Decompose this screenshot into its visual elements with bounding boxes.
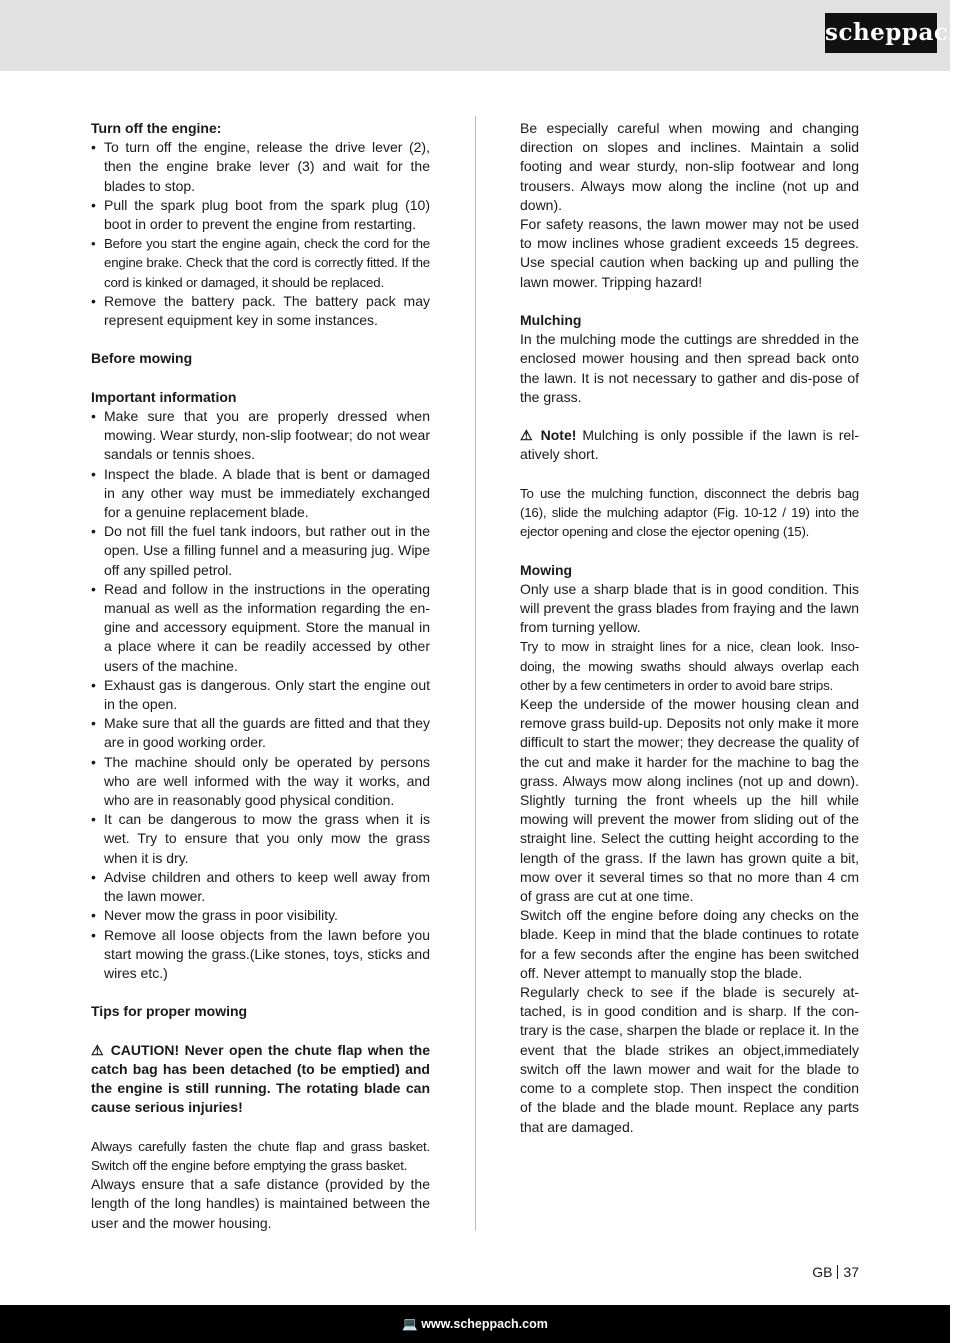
mulching-note bbox=[520, 426, 859, 464]
list-item: • Make sure that you are properly dressed when mowing. Wear sturdy, non-slip footwear; do not wear sandals or tennis shoes. bbox=[91, 407, 430, 465]
list-item: • Read and follow in the instructions in the operating manual as well as the information regarding the en-gine and accessory equipment. Store the manual in a place where it can be readily accessed by other users of the machine. bbox=[91, 580, 430, 676]
list-item: • Do not fill the fuel tank indoors, but rather out in the open. Use a filling funnel and a measuring jug. Wipe off any spilled petrol. bbox=[91, 522, 430, 580]
incline-paragraph: For safety reasons, the lawn mower may not be used to mow inclines whose gradient exceeds 15 degrees. Use special caution when backing up and pulling the lawn mower. Tripping hazard! bbox=[520, 216, 859, 290]
website-link[interactable]: www.scheppach.com bbox=[421, 1317, 548, 1331]
list-item: • Remove all loose objects from the lawn before you start mowing the grass.(Like stones, toys, sticks and wires etc.) bbox=[91, 926, 430, 984]
caution-text: CAUTION! Never open the chute flap when the catch bag has been detached (to be emptied) and the engine is still running. The rotating blade can cause serious injuries! bbox=[91, 1041, 431, 1116]
slopes-paragraph: Be especially careful when mowing and changing direction on slopes and inclines. Maintain a solid footing and wear sturdy, non-slip footwear and long trousers. Always mow along the incline (not up and down). bbox=[520, 120, 859, 213]
footer-bar bbox=[0, 1305, 950, 1343]
warning-triangle-icon: ⚠ bbox=[91, 1041, 106, 1058]
list-item: • Advise children and others to keep well away from the lawn mower. bbox=[91, 868, 430, 906]
mowing-paragraph: Keep the underside of the mower housing clean and remove grass build-up. Deposits not only make it more difficult to start the mower; they decrease the quality of the cut and make it harder for the machine to bag the grass. Always mow along inclines (not up and down). Slightly turning the front wheels up the hill while mowing will prevent the mower from sliding out of the straight line. Select the cutting height according to the length of the grass. If the lawn has grown quite a bit, mow over it several times so that no more than 4 cm of grass are cut at one time. bbox=[520, 696, 859, 905]
page-number-value: 37 bbox=[843, 1264, 859, 1280]
mulching-instruction: To use the mulching function, disconnect the debris bag (16), slide the mulching adaptor (Fig. 10-12 / 19) into the ejector opening and close the ejector opening (15). bbox=[520, 485, 859, 540]
scheppach-logo: scheppach bbox=[825, 13, 937, 53]
mulching-heading: Mulching bbox=[520, 312, 582, 329]
mowing-heading: Mowing bbox=[520, 561, 573, 578]
tips-heading: Tips for proper mowing bbox=[91, 1003, 248, 1020]
list-item: • To turn off the engine, release the drive lever (2), then the engine brake lever (3) and wait for the blades to stop. bbox=[91, 138, 430, 196]
note-text: Mulching is only possible if the lawn is rel-atively short. bbox=[520, 427, 859, 463]
list-item: • Make sure that all the guards are fitted and that they are in good working order. bbox=[91, 714, 430, 752]
list-item: • Pull the spark plug boot from the spark plug (10) boot in order to prevent the engine from restarting. bbox=[91, 196, 430, 234]
important-info-heading: Important information bbox=[91, 388, 237, 405]
safe-distance-text: Always ensure that a safe distance (provided by the length of the long handles) is maintained between the user and the mower housing. bbox=[91, 1176, 430, 1231]
turn-off-list bbox=[91, 138, 430, 330]
note-label: Note! bbox=[540, 427, 577, 444]
list-item: • Remove the battery pack. The battery pack may represent equipment key in some instances. bbox=[91, 292, 430, 330]
mowing-paragraph: Regularly check to see if the blade is securely at-tached, is in good condition and is sharp. If the con-trary is the case, sharpen the blade or replace it. In the event that the blade strikes an object,immediately switch off the lawn mower and wait for the blade to come to a complete stop. Then inspect the condition of the blade and the blade mount. Replace any parts that are damaged. bbox=[520, 984, 859, 1135]
chute-instructions: Always carefully fasten the chute flap and grass basket. Switch off the engine before emptying the grass basket. bbox=[91, 1138, 430, 1173]
list-item: • The machine should only be operated by persons who are well informed with the way it works, and who are in reasonably good physical condition. bbox=[91, 753, 430, 811]
column-divider bbox=[475, 116, 476, 1231]
list-item: • Never mow the grass in poor visibility. bbox=[91, 906, 430, 925]
turn-off-heading: Turn off the engine: bbox=[91, 120, 222, 136]
list-item: • Before you start the engine again, check the cord for the engine brake. Check that the cord is correctly fitted. If the cord is kinked or damaged, it should be replaced. bbox=[91, 234, 430, 292]
header-bar bbox=[0, 0, 966, 71]
mulching-paragraph: In the mulching mode the cuttings are shredded in the enclosed mower housing and then spread back onto the lawn. It is not necessary to gather and dis-pose of the grass. bbox=[520, 331, 859, 405]
page-number bbox=[812, 1264, 859, 1280]
before-mowing-heading: Before mowing bbox=[91, 350, 193, 367]
mowing-paragraph: Try to mow in straight lines for a nice, clean look. Inso-doing, the mowing swaths should always overlap each other by a few centimeters in order to avoid bare strips. bbox=[520, 639, 859, 693]
list-item: • It can be dangerous to mow the grass when it is wet. Try to ensure that you only mow the grass when it is dry. bbox=[91, 810, 430, 868]
computer-icon: 💻 bbox=[402, 1317, 418, 1331]
mowing-paragraph: Switch off the engine before doing any checks on the blade. Keep in mind that the blade continues to rotate for a few seconds after the engine has been switched off. Never attempt to manually stop the blade. bbox=[520, 907, 859, 981]
left-column bbox=[91, 119, 430, 1233]
list-item: • Inspect the blade. A blade that is bent or damaged in any other way must be immediately exchanged for a genuine replacement blade. bbox=[91, 465, 430, 523]
right-column bbox=[520, 119, 859, 1137]
warning-triangle-icon: ⚠ bbox=[520, 427, 535, 444]
mowing-paragraph: Only use a sharp blade that is in good condition. This will prevent the grass blades from fraying and the lawn from turning yellow. bbox=[520, 580, 859, 636]
language-code: GB bbox=[812, 1264, 833, 1280]
list-item: • Exhaust gas is dangerous. Only start the engine out in the open. bbox=[91, 676, 430, 714]
important-info-list bbox=[91, 407, 430, 983]
caution-warning bbox=[91, 1041, 430, 1118]
